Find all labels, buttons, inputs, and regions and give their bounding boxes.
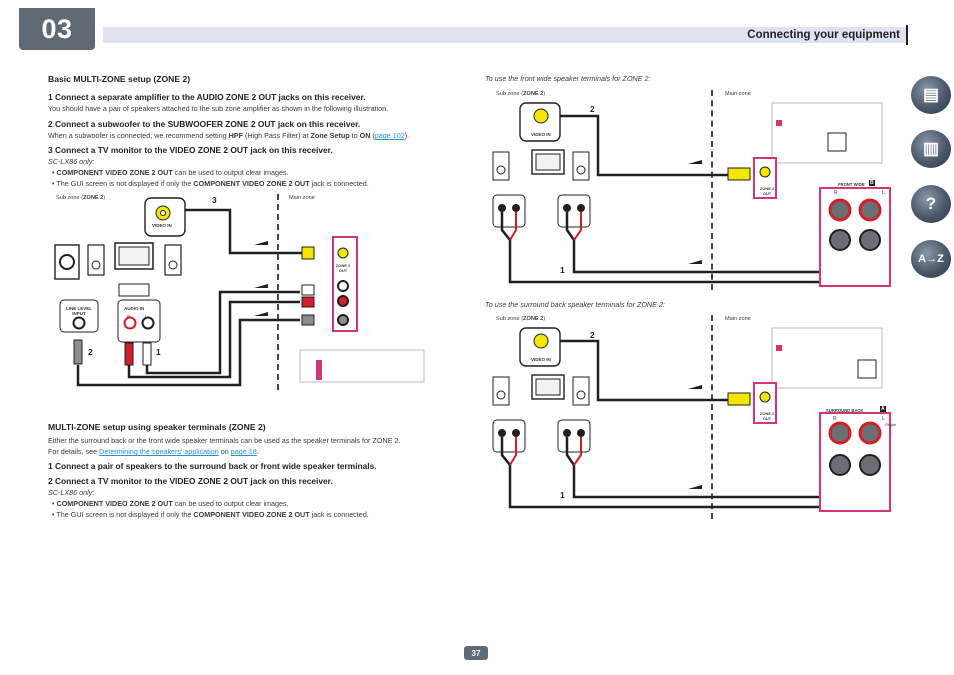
front-wide-main-zone-label: Main zone xyxy=(725,91,751,97)
surround-back-callout-1: 1 xyxy=(560,490,565,500)
section2-step1-title: 1 Connect a pair of speakers to the surround back or front wide speaker terminals. xyxy=(48,461,377,471)
callout-3: 3 xyxy=(212,195,217,205)
main-receiver-rear xyxy=(772,328,882,388)
callout-1: 1 xyxy=(156,347,161,357)
speaker-terminal-callout xyxy=(493,195,525,227)
speaker-icon xyxy=(165,245,181,275)
step1-title: 1 Connect a separate amplifier to the AUDIO ZONE 2 OUT jacks on this receiver. xyxy=(48,92,366,102)
determining-speakers-link[interactable]: Determining the speakers' application xyxy=(99,447,219,456)
header-divider xyxy=(906,25,908,45)
single-label: Single xyxy=(885,422,897,427)
surround-back-zone2-out-label: ZONE 2 OUT xyxy=(759,411,775,421)
video-in-label: VIDEO IN xyxy=(152,223,172,228)
front-wide-callout-1: 1 xyxy=(560,265,565,275)
surround-back-terminal-letter: A xyxy=(881,406,885,412)
section-heading-basic: Basic MULTI-ZONE setup (ZONE 2) xyxy=(48,74,191,84)
subwoofer-plug xyxy=(74,340,82,364)
section2-details: For details, see Determining the speakers' application on page 18. xyxy=(48,447,259,456)
remote-icon[interactable]: ▥ xyxy=(911,130,951,168)
video-plug xyxy=(728,393,750,405)
video-plug xyxy=(728,168,750,180)
surround-back-caption: To use the surround back speaker terminals for ZONE 2: xyxy=(485,300,665,309)
callout-2: 2 xyxy=(88,347,93,357)
section2-bullet-gui-screen: • The GUI screen is not displayed if only the COMPONENT VIDEO ZONE 2 OUT jack is connected. xyxy=(52,510,369,519)
bullet-gui-screen: • The GUI screen is not displayed if only the COMPONENT VIDEO ZONE 2 OUT jack is connected. xyxy=(52,179,369,188)
speaker-icon xyxy=(88,245,104,275)
front-wide-terminal-letter: B xyxy=(870,180,874,186)
front-wide-video-in-label: VIDEO IN xyxy=(531,132,551,137)
audio-l-plug xyxy=(143,343,151,365)
question-icon[interactable]: ? xyxy=(911,185,951,223)
az-icon[interactable]: A→Z xyxy=(911,240,951,278)
section2-step2-title: 2 Connect a TV monitor to the VIDEO ZONE 2 OUT jack on this receiver. xyxy=(48,476,333,486)
surround-back-r-label: R xyxy=(833,416,837,422)
diagram-front-wide xyxy=(488,100,898,300)
amplifier-icon xyxy=(119,284,149,296)
book-icon[interactable]: ▤ xyxy=(911,76,951,114)
surround-back-callout-2: 2 xyxy=(590,330,595,340)
zone2-out-label: ZONE 2 OUT xyxy=(335,263,351,273)
front-wide-callout-2: 2 xyxy=(590,104,595,114)
step3-title: 3 Connect a TV monitor to the VIDEO ZONE 2 OUT jack on this receiver. xyxy=(48,145,333,155)
step1-body: You should have a pair of speakers attached to the sub zone amplifier as shown in the following illustration. xyxy=(48,104,389,113)
front-wide-caption: To use the front wide speaker terminals for ZONE 2: xyxy=(485,74,651,83)
page-title: Connecting your equipment xyxy=(747,29,900,41)
speaker-terminal-callout xyxy=(558,195,590,227)
audio-l-label: L xyxy=(145,314,148,319)
surround-back-sub-zone-label: Sub zone (ZONE 2) xyxy=(496,316,546,322)
speaker-terminal-callout xyxy=(493,420,525,452)
front-wide-zone2-out-label: ZONE 2 OUT xyxy=(759,186,775,196)
section-heading-speaker-terminals: MULTI-ZONE setup using speaker terminals (ZONE 2) xyxy=(48,422,266,432)
chapter-number: 03 xyxy=(19,8,95,50)
page-18-link[interactable]: page 18 xyxy=(230,447,257,456)
surround-back-l-label: L xyxy=(882,416,885,422)
surround-back-main-zone-label: Main zone xyxy=(725,316,751,322)
audio-r-plug xyxy=(125,343,133,365)
front-wide-r-label: R xyxy=(834,190,838,196)
speaker-terminal-callout xyxy=(558,420,590,452)
surround-back-terminal-label: SURROUND BACK xyxy=(826,408,864,413)
section2-model-note: SC-LX86 only: xyxy=(48,488,95,497)
step2-body: When a subwoofer is connected, we recommend setting HPF (High Pass Filter) at Zone Setup to ON (page 102). xyxy=(48,131,410,140)
front-wide-sub-zone-label: Sub zone (ZONE 2) xyxy=(496,91,546,97)
line-level-input-label: LINE LEVEL INPUT xyxy=(65,306,92,316)
front-wide-terminal-label: FRONT WIDE xyxy=(838,182,865,187)
front-wide-l-label: L xyxy=(882,190,885,196)
video-plug xyxy=(302,247,314,259)
main-zone-label: Main zone xyxy=(289,195,315,201)
surround-back-video-in-label: VIDEO IN xyxy=(531,357,551,362)
step2-title: 2 Connect a subwoofer to the SUBWOOFER ZONE 2 OUT jack on this receiver. xyxy=(48,119,361,129)
section2-intro: Either the surround back or the front wide speaker terminals can be used as the speaker terminals for ZONE 2. xyxy=(48,436,401,445)
page-102-link[interactable]: page 102 xyxy=(374,131,405,140)
section2-bullet-component-video: • COMPONENT VIDEO ZONE 2 OUT can be used to output clear images. xyxy=(52,499,289,508)
page-number: 37 xyxy=(464,646,488,660)
diagram-basic-zone2 xyxy=(40,195,440,395)
main-receiver-rear xyxy=(772,103,882,163)
sub-zone-label: Sub zone (ZONE 2) xyxy=(56,195,106,201)
audio-r-label: R xyxy=(127,314,131,319)
bullet-component-video: • COMPONENT VIDEO ZONE 2 OUT can be used to output clear images. xyxy=(52,168,289,177)
diagram-surround-back xyxy=(488,325,898,525)
model-note: SC-LX86 only: xyxy=(48,157,95,166)
audio-in-label: AUDIO IN xyxy=(124,306,145,311)
